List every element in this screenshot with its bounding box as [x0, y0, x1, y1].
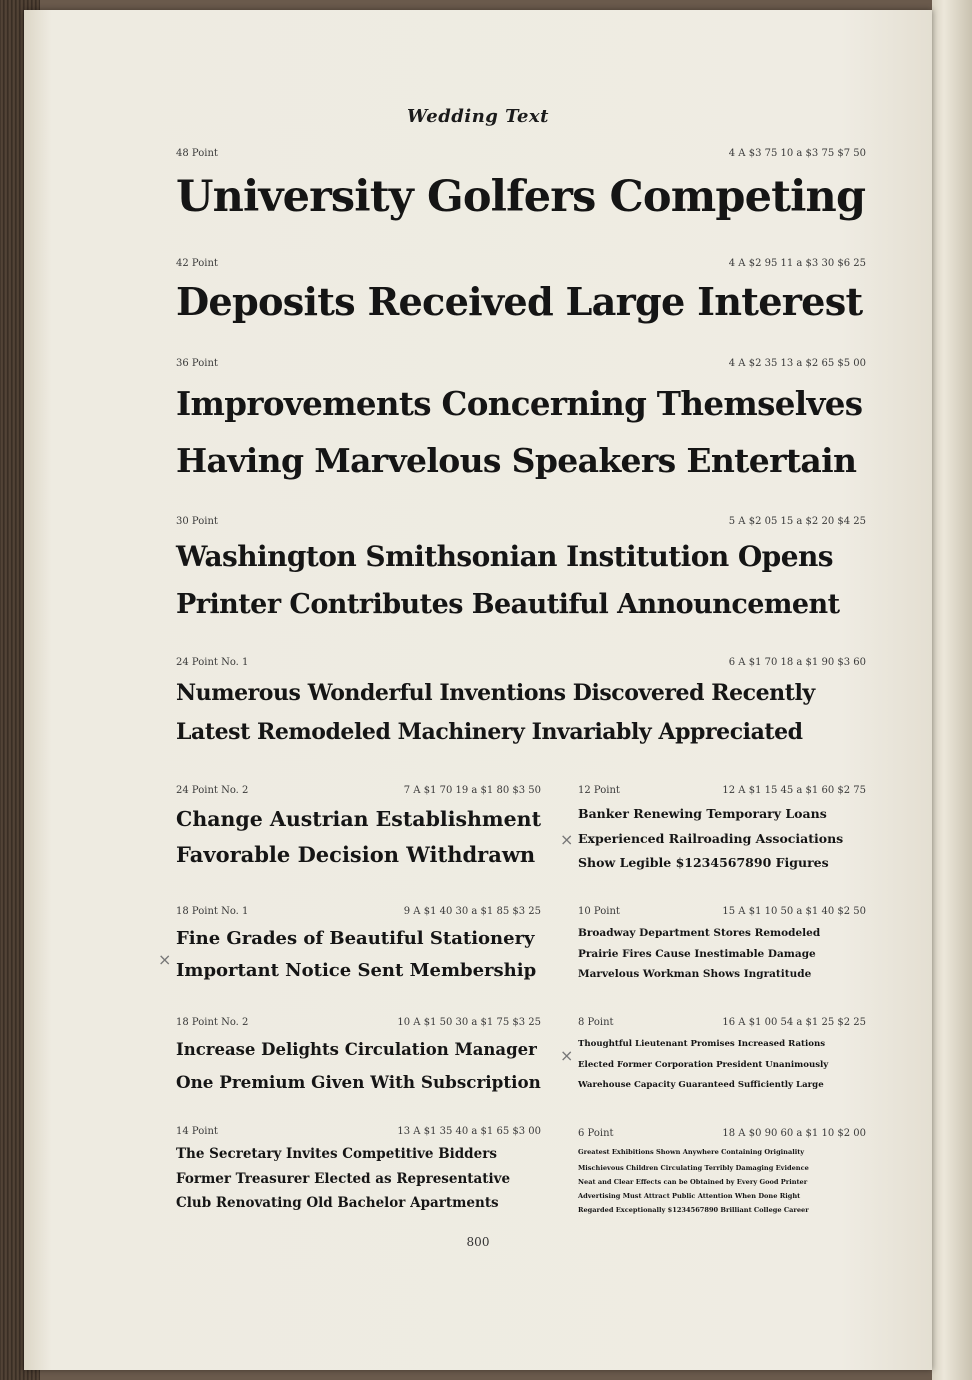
point-size-label: 18 Point No. 1: [176, 906, 249, 917]
specimen-18pt-no2: [176, 1017, 541, 1097]
specimen-12pt: [578, 785, 866, 875]
point-size-label: 10 Point: [578, 906, 620, 917]
specimen-line: Show Legible $1234567890 Figures: [578, 855, 829, 870]
specimen-6pt: [578, 1128, 866, 1217]
point-size-label: 12 Point: [578, 785, 620, 796]
pencil-mark: ×: [560, 830, 574, 849]
specimen-line: Favorable Decision Withdrawn: [176, 842, 536, 867]
price-label: 7 A $1 70 19 a $1 80 $3 50: [403, 785, 541, 796]
specimen-line: Club Renovating Old Bachelor Apartments: [176, 1195, 499, 1211]
specimen-line: University Golfers Competing: [176, 172, 866, 222]
price-label: 18 A $0 90 60 a $1 10 $2 00: [722, 1128, 866, 1139]
specimen-30pt: [176, 516, 866, 628]
specimen-line: Experienced Railroading Associations: [578, 831, 844, 846]
price-label: 4 A $2 35 13 a $2 65 $5 00: [728, 358, 866, 369]
specimen-line: Advertising Must Attract Public Attention When Done Right: [578, 1192, 801, 1200]
specimen-36pt: [176, 358, 866, 488]
specimen-10pt: [578, 906, 866, 984]
specimen-24pt-no1: [176, 657, 866, 751]
price-label: 15 A $1 10 50 a $1 40 $2 50: [722, 906, 866, 917]
specimen-line: Neat and Clear Effects can be Obtained by Every Good Printer: [578, 1178, 808, 1186]
specimen-line: One Premium Given With Subscription: [176, 1072, 541, 1092]
specimen-line: Banker Renewing Temporary Loans: [578, 806, 827, 821]
specimen-48pt: [176, 148, 866, 230]
specimen-line: Having Marvelous Speakers Entertain: [176, 441, 857, 480]
specimen-line: Elected Former Corporation President Unanimously: [578, 1060, 829, 1070]
point-size-label: 24 Point No. 2: [176, 785, 249, 796]
specimen-line: Washington Smithsonian Institution Opens: [176, 540, 833, 573]
specimen-line: Prairie Fires Cause Inestimable Damage: [578, 948, 816, 960]
price-label: 4 A $3 75 10 a $3 75 $7 50: [728, 148, 866, 159]
point-size-label: 24 Point No. 1: [176, 657, 249, 668]
specimen-line: Important Notice Sent Membership: [176, 960, 537, 981]
specimen-18pt-no1: [176, 906, 541, 986]
point-size-label: 8 Point: [578, 1017, 614, 1028]
point-size-label: 48 Point: [176, 148, 218, 159]
specimen-page: [24, 10, 932, 1370]
specimen-line: Warehouse Capacity Guaranteed Sufficiently Large: [578, 1080, 824, 1090]
specimen-line: Former Treasurer Elected as Representative: [176, 1171, 511, 1187]
page-number: 800: [466, 1235, 490, 1249]
specimen-8pt: [578, 1017, 866, 1095]
point-size-label: 36 Point: [176, 358, 218, 369]
specimen-line: Printer Contributes Beautiful Announcement: [176, 589, 840, 620]
specimen-14pt: [176, 1126, 541, 1215]
page-title: Wedding Text: [407, 106, 549, 127]
price-label: 10 A $1 50 30 a $1 75 $3 25: [397, 1017, 541, 1028]
price-label: 5 A $2 05 15 a $2 20 $4 25: [728, 516, 866, 527]
price-label: 6 A $1 70 18 a $1 90 $3 60: [728, 657, 866, 668]
specimen-line: Change Austrian Establishment: [176, 807, 542, 831]
book-edge-right: [932, 0, 972, 1380]
specimen-line: Regarded Exceptionally $1234567890 Brilliant College Career: [578, 1206, 809, 1214]
point-size-label: 14 Point: [176, 1126, 218, 1137]
specimen-line: Improvements Concerning Themselves: [176, 384, 863, 423]
price-label: 12 A $1 15 45 a $1 60 $2 75: [722, 785, 866, 796]
specimen-line: Latest Remodeled Machinery Invariably Appreciated: [176, 719, 803, 745]
specimen-line: Greatest Exhibitions Shown Anywhere Containing Originality: [578, 1148, 805, 1156]
price-label: 13 A $1 35 40 a $1 65 $3 00: [397, 1126, 541, 1137]
specimen-line: Fine Grades of Beautiful Stationery: [176, 928, 535, 949]
specimen-line: The Secretary Invites Competitive Bidders: [176, 1146, 497, 1162]
point-size-label: 6 Point: [578, 1128, 614, 1139]
specimen-24pt-no2: [176, 785, 541, 873]
specimen-line: Thoughtful Lieutenant Promises Increased Rations: [578, 1039, 826, 1049]
specimen-line: Broadway Department Stores Remodeled: [578, 927, 821, 939]
specimen-line: Mischievous Children Circulating Terribly Damaging Evidence: [578, 1164, 809, 1172]
point-size-label: 30 Point: [176, 516, 218, 527]
specimen-line: Deposits Received Large Interest: [176, 280, 863, 325]
specimen-line: Marvelous Workman Shows Ingratitude: [578, 968, 812, 980]
specimen-line: Increase Delights Circulation Manager: [176, 1040, 537, 1059]
specimen-42pt: [176, 258, 866, 332]
pencil-mark: ×: [560, 1046, 574, 1065]
specimen-line: Numerous Wonderful Inventions Discovered Recently: [176, 680, 815, 706]
point-size-label: 42 Point: [176, 258, 218, 269]
price-label: 4 A $2 95 11 a $3 30 $6 25: [728, 258, 866, 269]
price-label: 9 A $1 40 30 a $1 85 $3 25: [403, 906, 541, 917]
price-label: 16 A $1 00 54 a $1 25 $2 25: [722, 1017, 866, 1028]
pencil-mark: ×: [158, 950, 172, 969]
point-size-label: 18 Point No. 2: [176, 1017, 249, 1028]
